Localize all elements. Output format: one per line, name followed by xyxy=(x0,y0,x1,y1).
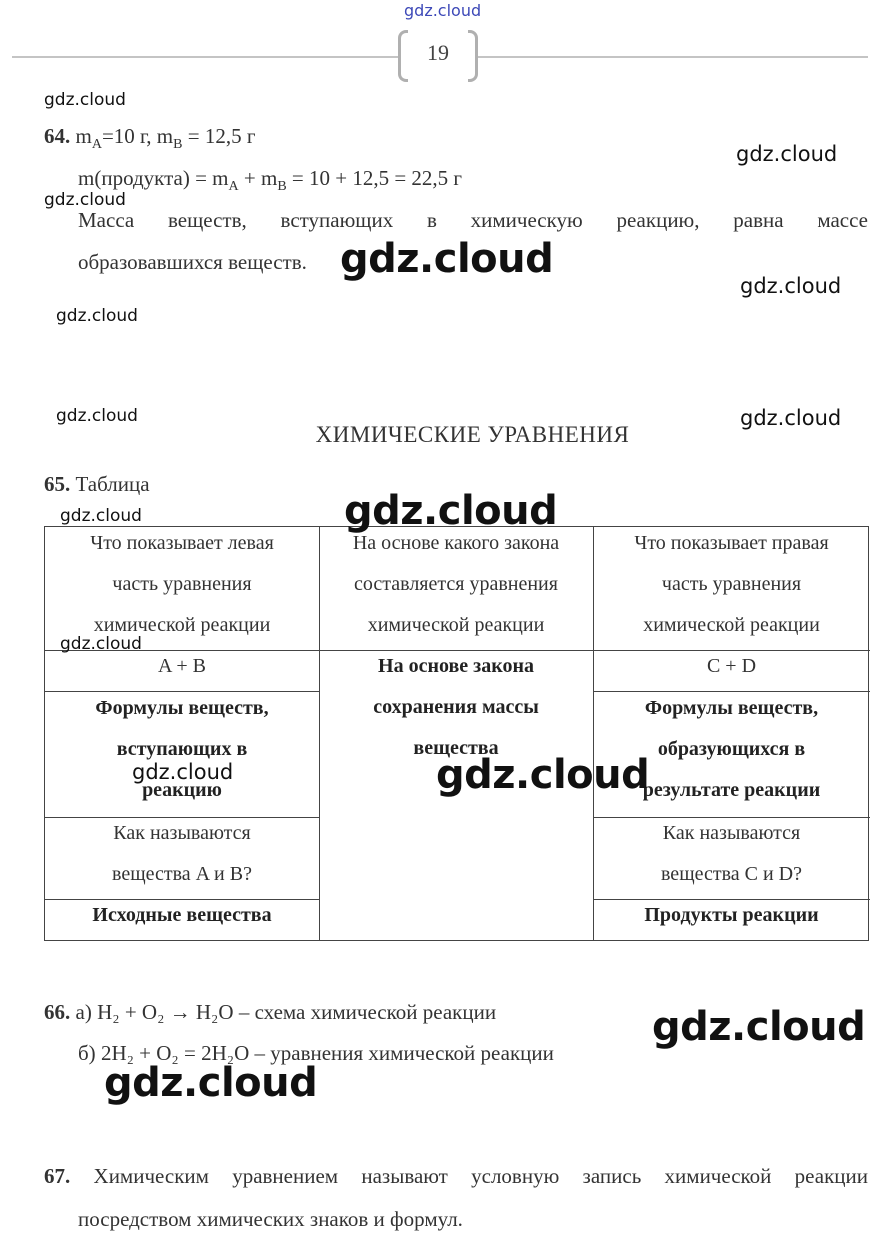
watermark: gdz.cloud xyxy=(44,190,126,210)
page-number-box xyxy=(398,30,478,84)
watermark: gdz.cloud xyxy=(44,90,126,110)
task-64-text-line2: образовавшихся веществ. xyxy=(78,250,307,274)
task-65-title: Таблица xyxy=(75,472,150,496)
watermark: gdz.cloud xyxy=(740,274,842,298)
task-67-line1: 67. Химическим уравнением называют условную запись химической реакции xyxy=(44,1164,868,1188)
watermark: gdz.cloud xyxy=(56,406,138,426)
task-67-number: 67. xyxy=(44,1164,71,1188)
task-66-line-b: б) 2H₂ + O₂ = 2H₂O – уравнения химической реакции xyxy=(78,1041,554,1065)
watermark: gdz.cloud xyxy=(56,306,138,326)
watermark: gdz.cloud xyxy=(736,142,838,166)
watermark: gdz.cloud xyxy=(344,488,558,534)
watermark: gdz.cloud xyxy=(652,1004,866,1050)
watermark: gdz.cloud xyxy=(132,760,234,784)
chemistry-table xyxy=(44,526,869,941)
task-66-number: 66. xyxy=(44,1000,71,1024)
task-65-line xyxy=(44,472,150,497)
table-right-answer2: Продукты реакции xyxy=(644,904,819,926)
equation-scheme: H₂ + O₂ → H₂O xyxy=(97,1000,234,1024)
table-header-middle: На основе какого закона составляется уравнения химической реакции xyxy=(352,532,560,636)
watermark: gdz.cloud xyxy=(740,406,842,430)
header-rule-right xyxy=(478,56,868,58)
header-rule-left xyxy=(12,56,400,58)
page-number: 19 xyxy=(427,40,449,65)
task-66-line-a: 66. а) H₂ + O₂ → H₂O – схема химической реакции xyxy=(44,1000,497,1024)
table-middle-answer: На основе закона сохранения массы вещества xyxy=(373,655,539,759)
task-67-line2: посредством химических знаков и формул. xyxy=(78,1207,463,1231)
task-64-text-line1: Масса веществ, вступающих в химическую реакцию, равна массе xyxy=(78,208,868,232)
table-left-expression: A + B xyxy=(158,655,206,677)
table-header-right: Что показывает правая часть уравнения химической реакции xyxy=(634,532,829,636)
task-64-line2: m(продукта) = $m_A + m_B = 10 + 12,5 = 22,5$ г xyxy=(78,166,463,195)
equation-balanced: 2H₂ + O₂ = 2H₂O xyxy=(100,1041,250,1065)
task-65-number: 65. xyxy=(44,472,71,496)
table-left-answer: Формулы веществ, вступающих в реакцию xyxy=(95,697,269,801)
table-right-answer: Формулы веществ, образующихся в результате реакции xyxy=(642,697,821,801)
watermark: gdz.cloud xyxy=(60,634,142,654)
task-64-number: 64. xyxy=(44,124,71,148)
watermark: gdz.cloud xyxy=(104,1060,318,1106)
table-right-question: Как называются вещества C и D? xyxy=(660,822,802,885)
table-right-expression: C + D xyxy=(706,655,757,677)
header-watermark: gdz.cloud xyxy=(404,1,482,20)
watermark: gdz.cloud xyxy=(436,752,650,798)
table-left-question: Как называются вещества A и B? xyxy=(112,822,252,885)
watermark: gdz.cloud xyxy=(60,506,142,526)
table-header-left: Что показывает левая часть уравнения химической реакции xyxy=(90,532,274,636)
watermark: gdz.cloud xyxy=(340,236,554,282)
table-left-answer2: Исходные вещества xyxy=(92,904,272,926)
section-heading: ХИМИЧЕСКИЕ УРАВНЕНИЯ xyxy=(315,422,630,447)
task-64-line1: 64. $m_A=10$ г, $m_B = 12,5$ г xyxy=(44,124,256,153)
